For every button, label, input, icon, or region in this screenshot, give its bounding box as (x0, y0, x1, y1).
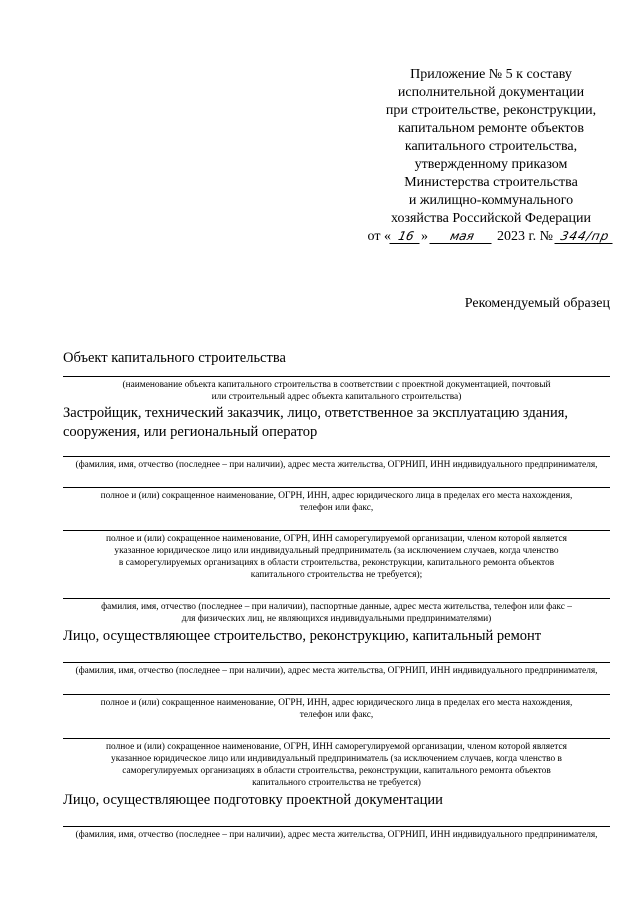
object-fill-line (63, 376, 610, 377)
builder-fill-line-2 (63, 694, 610, 695)
order-date-line (360, 228, 622, 246)
developer-fill-line-4 (63, 598, 610, 599)
note-line: (наименование объекта капитального строительства в соответствии с проектной документацией, почтовый (122, 380, 551, 390)
note-line: капитального строительства не требуется) (252, 778, 421, 788)
note-line: полное и (или) сокращенное наименование, ОГРН, ИНН, адрес юридического лица в пределах его места нахождения, (100, 491, 573, 501)
note-line: полное и (или) сокращенное наименование, ОГРН, ИНН саморегулируемой организации, членом которой является (106, 534, 567, 544)
note-line: указанное юридическое лицо или индивидуальный предприниматель (за исключением случаев, когда членство в (111, 754, 562, 764)
note-line: телефон или факс, (299, 710, 374, 720)
header-line: Приложение № 5 к составу (410, 67, 572, 82)
note-line: полное и (или) сокращенное наименование, ОГРН, ИНН саморегулируемой организации, членом которой является (106, 742, 567, 752)
developer-note-4 (63, 601, 610, 625)
header-line: и жилищно-коммунального (408, 193, 574, 208)
order-year: 2023 г. № (496, 229, 553, 244)
object-note (63, 379, 610, 403)
note-line: полное и (или) сокращенное наименование, ОГРН, ИНН, адрес юридического лица в пределах его места нахождения, (100, 698, 573, 708)
order-prefix: от « (367, 229, 391, 244)
developer-note-2 (63, 490, 610, 514)
builder-note-3 (63, 741, 610, 789)
order-day-handwritten: 16 (389, 229, 422, 244)
order-quote-close: » (420, 229, 428, 244)
order-number-handwritten: 344/пр (555, 229, 616, 244)
header-line: исполнительной документации (397, 85, 585, 100)
recommended-sample-label: Рекомендуемый образец (464, 296, 610, 311)
note-line: для физических лиц, не являющихся индивидуальными предпринимателями) (181, 614, 492, 624)
developer-title-line-2: сооружения, или региональный оператор (63, 424, 318, 440)
object-title: Объект капитального строительства (63, 350, 286, 366)
note-line: в саморегулируемых организациях в области строительства, реконструкции, капитального ремонта объектов (118, 558, 555, 568)
note-line: (фамилия, имя, отчество (последнее – при наличии), адрес места жительства, ОГРНИП, ИНН индивидуального предпринимателя, (75, 460, 598, 470)
order-month-handwritten: мая (430, 229, 495, 244)
builder-fill-line-1 (63, 662, 610, 663)
note-line: саморегулируемых организациях в области строительства, реконструкции, капитального ремонта объектов (122, 766, 551, 776)
builder-title: Лицо, осуществляющее строительство, реконструкцию, капитальный ремонт (63, 628, 542, 644)
developer-note-3 (63, 533, 610, 581)
builder-note-1 (63, 665, 610, 677)
header-line: утвержденному приказом (414, 157, 568, 172)
header-line: капитального строительства, (404, 139, 578, 154)
header-line: капитальном ремонте объектов (398, 121, 584, 136)
developer-fill-line-3 (63, 530, 610, 531)
developer-note-1 (63, 459, 610, 471)
developer-title-line-1: Застройщик, технический заказчик, лицо, ответственное за эксплуатацию здания, (63, 405, 569, 421)
designer-fill-line-1 (63, 826, 610, 827)
builder-note-2 (63, 697, 610, 721)
header-line: при строительстве, реконструкции, (385, 103, 597, 118)
note-line: (фамилия, имя, отчество (последнее – при наличии), адрес места жительства, ОГРНИП, ИНН индивидуального предпринимателя, (75, 666, 598, 676)
developer-fill-line-2 (63, 487, 610, 488)
note-line: фамилия, имя, отчество (последнее – при наличии), паспортные данные, адрес места жительства, телефон или факс – (101, 602, 572, 612)
note-line: (фамилия, имя, отчество (последнее – при наличии), адрес места жительства, ОГРНИП, ИНН индивидуального предпринимателя, (75, 830, 598, 840)
header-line: Министерства строительства (404, 175, 578, 190)
appendix-header (360, 66, 622, 246)
designer-note-1 (63, 829, 610, 841)
designer-title: Лицо, осуществляющее подготовку проектной документации (63, 792, 443, 808)
note-line: телефон или факс, (299, 503, 374, 513)
note-line: капитального строительства не требуется); (250, 570, 423, 580)
header-line: хозяйства Российской Федерации (390, 211, 591, 226)
developer-fill-line-1 (63, 456, 610, 457)
builder-fill-line-3 (63, 738, 610, 739)
note-line: или строительный адрес объекта капитального строительства) (211, 392, 462, 402)
note-line: указанное юридическое лицо или индивидуальный предприниматель (за исключением случаев, когда членство (114, 546, 559, 556)
